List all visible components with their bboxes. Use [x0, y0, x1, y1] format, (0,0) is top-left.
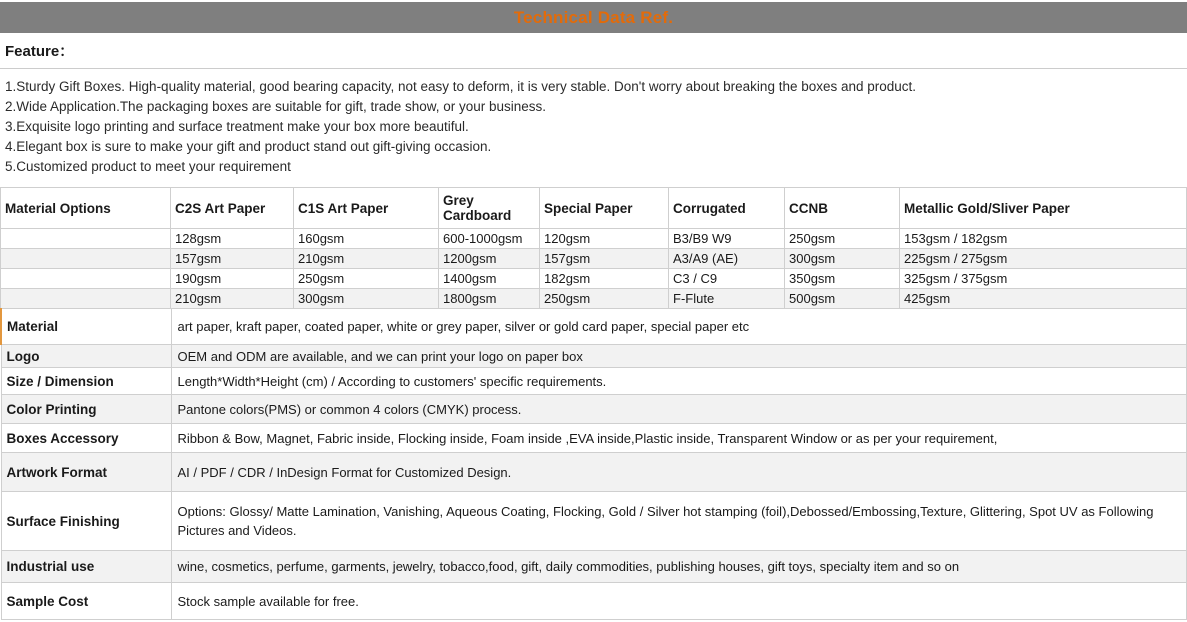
table-cell: 500gsm: [785, 289, 900, 309]
feature-item: 5.Customized product to meet your requirement: [5, 159, 291, 174]
table-cell: 210gsm: [171, 289, 294, 309]
page-title: Technical Data Ref.: [513, 7, 674, 27]
spec-label: Color Printing: [1, 395, 171, 424]
column-header: Material Options: [1, 188, 171, 229]
table-cell: B3/B9 W9: [669, 229, 785, 249]
table-row: [1, 269, 1187, 289]
table-row: [1, 249, 1187, 269]
spec-row-size-dimension: [1, 368, 1187, 395]
table-cell: 182gsm: [540, 269, 669, 289]
table-cell: 190gsm: [171, 269, 294, 289]
table-cell: [1, 229, 171, 249]
spec-value: Stock sample available for free.: [171, 583, 1187, 620]
spec-value: Ribbon & Bow, Magnet, Fabric inside, Flocking inside, Foam inside ,EVA inside,Plastic inside, Transparent Window or as per your requirement,: [171, 424, 1187, 453]
feature-item: 2.Wide Application.The packaging boxes are suitable for gift, trade show, or your business.: [5, 99, 547, 114]
materials-options-table: [0, 187, 1187, 309]
spec-row-color-printing: [1, 395, 1187, 424]
table-row: [1, 289, 1187, 309]
feature-item: 3.Exquisite logo printing and surface treatment make your box more beautiful.: [5, 119, 469, 134]
spec-label: Boxes Accessory: [1, 424, 171, 453]
column-header: C1S Art Paper: [294, 188, 439, 229]
spec-label: Industrial use: [1, 551, 171, 583]
table-cell: [1, 249, 171, 269]
table-cell: 120gsm: [540, 229, 669, 249]
table-cell: 250gsm: [294, 269, 439, 289]
spec-label: Size / Dimension: [1, 368, 171, 395]
table-cell: 325gsm / 375gsm: [900, 269, 1187, 289]
table-cell: [1, 269, 171, 289]
table-cell: 1800gsm: [439, 289, 540, 309]
table-cell: 350gsm: [785, 269, 900, 289]
spec-value: OEM and ODM are available, and we can print your logo on paper box: [171, 345, 1187, 368]
feature-item: 1.Sturdy Gift Boxes. High-quality material, good bearing capacity, not easy to deform, it is very stable. Don't worry about breaking the boxes and product.: [5, 79, 917, 94]
column-header: Corrugated: [669, 188, 785, 229]
table-row: [1, 229, 1187, 249]
table-cell: 300gsm: [294, 289, 439, 309]
spec-value: AI / PDF / CDR / InDesign Format for Customized Design.: [171, 453, 1187, 492]
table-cell: 250gsm: [785, 229, 900, 249]
feature-list: [0, 69, 1187, 178]
spec-label: Logo: [1, 345, 171, 368]
spec-label: Artwork Format: [1, 453, 171, 492]
table-cell: 1400gsm: [439, 269, 540, 289]
column-header: CCNB: [785, 188, 900, 229]
table-cell: 157gsm: [171, 249, 294, 269]
table-cell: 1200gsm: [439, 249, 540, 269]
table-cell: C3 / C9: [669, 269, 785, 289]
spec-row-sample-cost: [1, 583, 1187, 620]
spec-label: Material: [1, 309, 171, 345]
specifications-table: [0, 308, 1187, 620]
column-header: Grey Cardboard: [439, 188, 540, 229]
table-cell: 425gsm: [900, 289, 1187, 309]
title-bar: [0, 2, 1187, 33]
spec-value: art paper, kraft paper, coated paper, white or grey paper, silver or gold card paper, special paper etc: [171, 309, 1187, 345]
spec-value: wine, cosmetics, perfume, garments, jewelry, tobacco,food, gift, daily commodities, publishing houses, gift toys, specialty item and so on: [171, 551, 1187, 583]
spec-label: Surface Finishing: [1, 492, 171, 551]
feature-heading-row: [0, 33, 1187, 69]
spec-value: Length*Width*Height (cm) / According to customers' specific requirements.: [171, 368, 1187, 395]
spec-row-surface-finishing: [1, 492, 1187, 551]
column-header: C2S Art Paper: [171, 188, 294, 229]
table-cell: 300gsm: [785, 249, 900, 269]
spec-label: Sample Cost: [1, 583, 171, 620]
table-cell: 210gsm: [294, 249, 439, 269]
spec-row-material: [1, 309, 1187, 345]
table-cell: 250gsm: [540, 289, 669, 309]
spec-value: Options: Glossy/ Matte Lamination, Vanishing, Aqueous Coating, Flocking, Gold / Silver hot stamping (foil),Debossed/Embossing,Texture, Glittering, Spot UV as Following Pictures and Videos.: [171, 492, 1187, 551]
table-cell: 153gsm / 182gsm: [900, 229, 1187, 249]
feature-item: 4.Elegant box is sure to make your gift and product stand out gift-giving occasion.: [5, 139, 492, 154]
spec-row-boxes-accessory: [1, 424, 1187, 453]
spec-value: Pantone colors(PMS) or common 4 colors (CMYK) process.: [171, 395, 1187, 424]
spec-row-artwork-format: [1, 453, 1187, 492]
spec-row-logo: [1, 345, 1187, 368]
column-header: Special Paper: [540, 188, 669, 229]
table-cell: 225gsm / 275gsm: [900, 249, 1187, 269]
table-cell: A3/A9 (AE): [669, 249, 785, 269]
table-header-row: [1, 188, 1187, 229]
table-cell: [1, 289, 171, 309]
table-cell: 160gsm: [294, 229, 439, 249]
column-header: Metallic Gold/Sliver Paper: [900, 188, 1187, 229]
table-cell: F-Flute: [669, 289, 785, 309]
feature-heading: Feature：: [5, 43, 75, 60]
table-cell: 128gsm: [171, 229, 294, 249]
table-cell: 157gsm: [540, 249, 669, 269]
spec-row-industrial-use: [1, 551, 1187, 583]
table-cell: 600-1000gsm: [439, 229, 540, 249]
